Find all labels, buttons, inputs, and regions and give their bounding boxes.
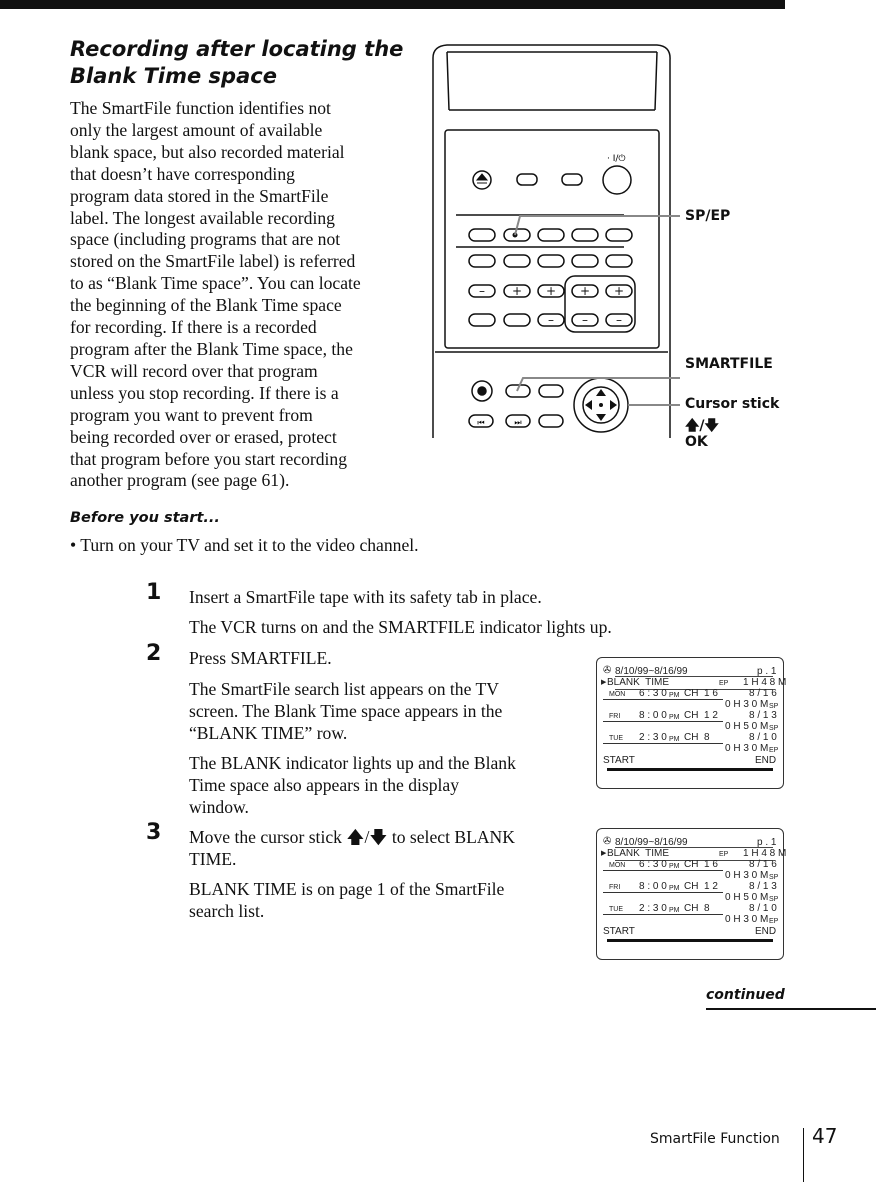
- intro-line: to as “Blank Time space”. You can locate: [70, 273, 361, 294]
- svg-text:–: –: [582, 313, 588, 327]
- intro-line: another program (see page 61).: [70, 470, 290, 491]
- intro-line: only the largest amount of available: [70, 119, 323, 140]
- page-title: Recording after locating the Blank Time space: [70, 37, 404, 88]
- row-rule: [603, 699, 723, 700]
- row-channel: CH 8: [684, 732, 710, 743]
- screen-page: p . 1: [757, 837, 777, 848]
- row-day: MON: [609, 691, 626, 698]
- row-date: 8 / 1 3: [749, 710, 777, 721]
- top-bar: [0, 0, 785, 9]
- screen-blank-len: 1 H 4 8 M: [743, 677, 787, 688]
- arrow-separator: /: [699, 418, 705, 434]
- up-arrow-icon: 🡅: [346, 827, 365, 847]
- screen-blank-mode: EP: [719, 851, 729, 858]
- row-time: 6 : 3 0: [639, 688, 667, 699]
- step-3-para-2: [189, 878, 579, 922]
- svg-text:+: +: [579, 284, 591, 298]
- intro-line: the beginning of the Blank Time space: [70, 295, 342, 316]
- tape-icon: ✇: [603, 836, 612, 847]
- row-channel: CH 1 2: [684, 881, 718, 892]
- step-number-1: 1: [146, 580, 162, 605]
- row-length: 0 H 5 0 M: [725, 721, 769, 732]
- screen-blank: BLANK TIME: [607, 848, 670, 859]
- svg-text:+: +: [511, 284, 523, 298]
- screen-start: START: [603, 926, 635, 937]
- svg-text:–: –: [548, 313, 554, 327]
- row-time: 8 : 0 0: [639, 881, 667, 892]
- row-ampm: PM: [669, 714, 680, 721]
- row-ampm: PM: [669, 885, 680, 892]
- up-arrow-icon: 🡅: [685, 418, 700, 434]
- svg-text:+: +: [545, 284, 557, 298]
- row-day: MON: [609, 862, 626, 869]
- row-rule: [603, 721, 723, 722]
- svg-text:–: –: [479, 284, 485, 298]
- step-2-para-3: [189, 752, 579, 818]
- step-3-text-a: Move the cursor stick: [189, 827, 347, 847]
- intro-line: being recorded over or erased, protect: [70, 426, 337, 447]
- row-cursor-icon: ▶: [601, 679, 607, 686]
- continued-label: continued: [706, 987, 785, 1003]
- row-date: 8 / 1 0: [749, 903, 777, 914]
- intro-line: The SmartFile function identifies not: [70, 98, 331, 118]
- page-number: 47: [812, 1124, 838, 1148]
- tape-position-bar: [607, 939, 773, 942]
- intro-line: that doesn’t have corresponding: [70, 163, 295, 184]
- row-mode: SP: [769, 874, 779, 881]
- screen-end: END: [755, 755, 777, 766]
- cursor-stick-label: Cursor stick: [685, 396, 780, 412]
- svg-text:⏮: ⏮: [477, 418, 485, 427]
- intro-line: for recording. If there is a recorded: [70, 317, 317, 338]
- svg-text:+: +: [613, 284, 625, 298]
- row-cursor-icon: ▶: [601, 850, 607, 857]
- step-2-para-3-line-1: The BLANK indicator lights up and the Blank: [189, 753, 516, 773]
- screen-page: p . 1: [757, 666, 777, 677]
- row-ampm: PM: [669, 692, 680, 699]
- row-mode: SP: [769, 725, 779, 732]
- tape-icon: ✇: [603, 665, 612, 676]
- step-3-para-1: Move the cursor stick 🡅/🡇 to select BLANK TIME.: [189, 826, 579, 870]
- row-mode: SP: [769, 703, 779, 710]
- screen-blank-mode: EP: [719, 680, 729, 687]
- svg-text:–: –: [616, 313, 622, 327]
- step-1-para-2: The VCR turns on and the SMARTFILE indicator lights up.: [189, 617, 612, 637]
- row-length: 0 H 3 0 M: [725, 914, 769, 925]
- footer-section: SmartFile Function: [650, 1131, 780, 1147]
- screen-blank-len: 1 H 4 8 M: [743, 848, 787, 859]
- row-channel: CH 8: [684, 903, 710, 914]
- step-1-para-1: Insert a SmartFile tape with its safety tab in place.: [189, 587, 542, 607]
- continued-rule: [706, 1008, 876, 1010]
- intro-paragraph: [70, 98, 415, 492]
- row-date: 8 / 1 3: [749, 881, 777, 892]
- row-ampm: PM: [669, 863, 680, 870]
- row-date: 8 / 1 6: [749, 688, 777, 699]
- row-date: 8 / 1 6: [749, 859, 777, 870]
- intro-line: that program before you start recording: [70, 448, 347, 469]
- intro-line: VCR will record over that program: [70, 360, 318, 381]
- screen-start: START: [603, 755, 635, 766]
- intro-line: blank space, but also recorded material: [70, 141, 345, 162]
- row-length: 0 H 3 0 M: [725, 743, 769, 754]
- intro-line: program after the Blank Time space, the: [70, 338, 353, 359]
- intro-line: program data stored in the SmartFile: [70, 185, 329, 206]
- step-number-3: 3: [146, 820, 162, 845]
- step-3-para-2-line-1: BLANK TIME is on page 1 of the SmartFile: [189, 879, 505, 899]
- row-channel: CH 1 6: [684, 688, 718, 699]
- row-rule: [603, 914, 723, 915]
- row-channel: CH 1 2: [684, 710, 718, 721]
- row-time: 2 : 3 0: [639, 903, 667, 914]
- tape-position-bar: [607, 768, 773, 771]
- bullet-item: • Turn on your TV and set it to the video channel.: [70, 535, 419, 555]
- footer-rule: [803, 1128, 804, 1182]
- row-mode: SP: [769, 896, 779, 903]
- row-time: 8 : 0 0: [639, 710, 667, 721]
- row-rule: [603, 892, 723, 893]
- row-date: 8 / 1 0: [749, 732, 777, 743]
- intro-line: unless you stop recording. If there is a: [70, 382, 339, 403]
- smartfile-screen-1: [596, 657, 787, 789]
- screen-date: 8/10/99~8/16/99: [615, 837, 688, 848]
- step-2-para-3-line-2: Time space also appears in the display: [189, 775, 460, 795]
- row-ampm: PM: [669, 907, 680, 914]
- down-arrow-icon: 🡇: [369, 827, 388, 847]
- step-2-para-1: Press SMARTFILE.: [189, 648, 332, 668]
- row-day: TUE: [609, 735, 623, 742]
- row-time: 6 : 3 0: [639, 859, 667, 870]
- smartfile-screen-2: [596, 828, 787, 960]
- step-2-para-2: [189, 678, 579, 744]
- step-3-para-2-line-2: search list.: [189, 901, 265, 921]
- row-length: 0 H 3 0 M: [725, 870, 769, 881]
- step-3-text-c: TIME.: [189, 849, 237, 869]
- row-mode: EP: [769, 747, 779, 754]
- row-day: FRI: [609, 713, 621, 720]
- row-day: FRI: [609, 884, 621, 891]
- vcr-illustration: [425, 40, 725, 440]
- svg-text:· I/⏻: · I/⏻: [607, 154, 626, 164]
- row-length: 0 H 5 0 M: [725, 892, 769, 903]
- intro-line: program you want to prevent from: [70, 404, 313, 425]
- sp-ep-label: SP/EP: [685, 208, 731, 224]
- row-day: TUE: [609, 906, 623, 913]
- row-rule: [603, 743, 723, 744]
- smartfile-label: SMARTFILE: [685, 356, 773, 372]
- down-arrow-icon: 🡇: [704, 418, 719, 434]
- row-ampm: PM: [669, 736, 680, 743]
- svg-text:⏭: ⏭: [514, 418, 522, 427]
- screen-date: 8/10/99~8/16/99: [615, 666, 688, 677]
- step-number-2: 2: [146, 641, 162, 666]
- step-2-para-2-line-3: “BLANK TIME” row.: [189, 723, 348, 743]
- row-time: 2 : 3 0: [639, 732, 667, 743]
- intro-line: label. The longest available recording: [70, 207, 335, 228]
- row-mode: EP: [769, 918, 779, 925]
- intro-line: space (including programs that are not: [70, 229, 341, 250]
- step-2-para-2-line-2: screen. The Blank Time space appears in the: [189, 701, 503, 721]
- screen-blank: BLANK TIME: [607, 677, 670, 688]
- step-2-para-3-line-3: window.: [189, 797, 249, 817]
- row-rule: [603, 870, 723, 871]
- before-you-start-heading: Before you start...: [70, 510, 220, 526]
- row-length: 0 H 3 0 M: [725, 699, 769, 710]
- step-2-para-2-line-1: The SmartFile search list appears on the TV: [189, 679, 499, 699]
- screen-end: END: [755, 926, 777, 937]
- intro-line: stored on the SmartFile label) is referred: [70, 251, 356, 272]
- ok-label: OK: [685, 434, 708, 450]
- row-channel: CH 1 6: [684, 859, 718, 870]
- step-3-text-b: to select BLANK: [387, 827, 515, 847]
